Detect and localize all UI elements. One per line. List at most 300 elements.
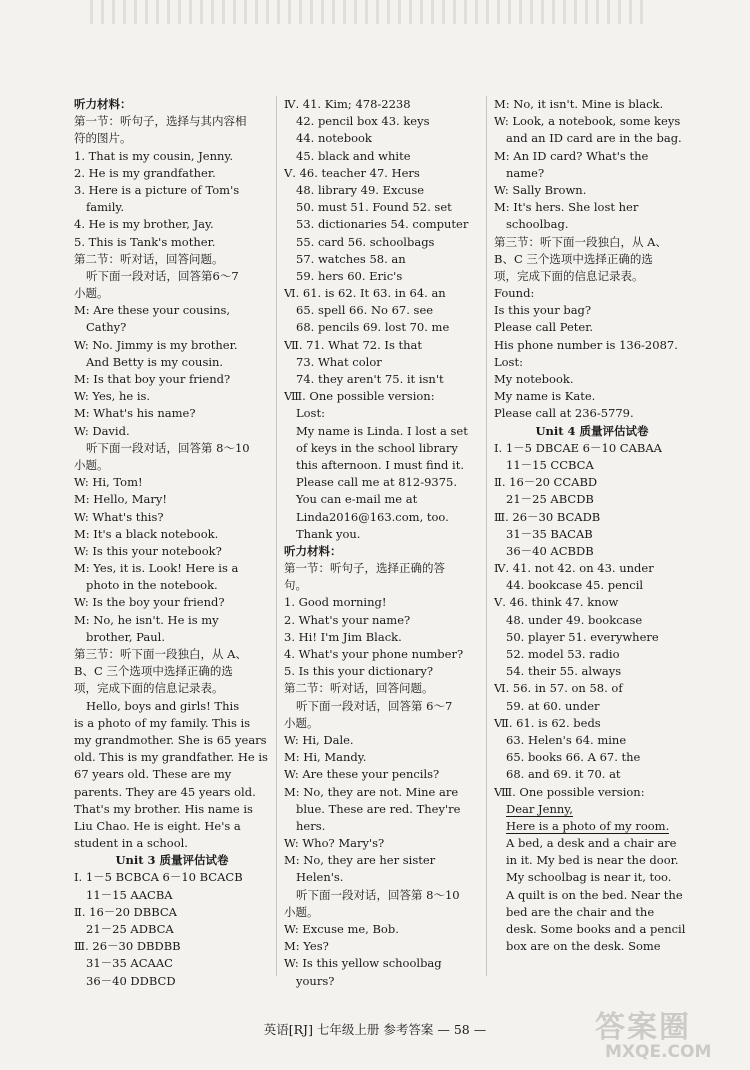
scan-noise — [90, 0, 650, 24]
text-line — [284, 440, 480, 457]
text-line-content: Ⅷ. One possible version: — [494, 784, 645, 799]
text-line — [284, 526, 480, 543]
column-middle — [284, 96, 480, 990]
text-line — [494, 766, 690, 783]
text-line-content: W: Is this yellow schoolbag — [284, 956, 442, 971]
text-line — [494, 835, 690, 852]
text-line — [494, 354, 690, 371]
text-line — [494, 251, 690, 268]
text-line-content: 第二节：听对话，回答问题。 — [74, 251, 224, 266]
text-line-content: Ⅶ. 71. What 72. Is that — [284, 337, 423, 352]
text-line-content: M: No, he isn't. He is my — [74, 612, 219, 627]
text-line — [74, 766, 270, 783]
text-line — [284, 337, 480, 354]
text-line-content: 5. This is Tank's mother. — [74, 234, 216, 249]
text-line — [494, 113, 690, 130]
text-line — [74, 337, 270, 354]
text-line — [74, 938, 270, 955]
column-divider — [276, 96, 277, 976]
text-line-content: 2. He is my grandfather. — [74, 165, 216, 180]
text-line — [74, 715, 270, 732]
text-line — [74, 423, 270, 440]
text-line-content: 57. watches 58. an — [296, 251, 406, 266]
text-line — [74, 268, 270, 285]
text-line — [284, 423, 480, 440]
text-line-content: Lost: — [296, 406, 325, 421]
text-line-content: 44. bookcase 45. pencil — [506, 578, 644, 593]
text-line — [494, 938, 690, 955]
text-line-content: and an ID card are in the bag. — [506, 131, 682, 146]
text-line — [284, 388, 480, 405]
text-line — [74, 319, 270, 336]
text-line-content: 65. books 66. A 67. the — [506, 750, 641, 765]
text-line — [74, 749, 270, 766]
text-line-content: 67 years old. These are my — [74, 767, 232, 782]
text-line-content: W: Yes, he is. — [74, 389, 151, 404]
text-line-content: 第三节：听下面一段独白，从 A、 — [74, 647, 247, 661]
text-line — [284, 285, 480, 302]
text-line — [494, 474, 690, 491]
text-line-content: 31－35 ACAAC — [86, 956, 173, 971]
text-line — [494, 216, 690, 233]
text-line — [494, 234, 690, 251]
text-line-content: M: It's a black notebook. — [74, 526, 219, 541]
text-line — [284, 629, 480, 646]
text-line — [494, 423, 690, 440]
text-line-content: 59. at 60. under — [506, 698, 600, 713]
text-line — [494, 199, 690, 216]
text-line-content: Please call Peter. — [494, 320, 594, 335]
text-line — [284, 577, 480, 594]
text-line — [74, 663, 270, 680]
text-line — [284, 801, 480, 818]
text-line-content: M: No, they are not. Mine are — [284, 784, 459, 799]
text-line — [494, 96, 690, 113]
text-line-content: Ⅷ. One possible version: — [284, 389, 435, 404]
text-line-content: W: David. — [74, 423, 130, 438]
text-line-content: desk. Some books and a pencil — [506, 922, 686, 936]
text-line-content: 21－25 ADBCA — [86, 922, 174, 936]
text-line — [74, 904, 270, 921]
text-line — [494, 405, 690, 422]
text-line-content: M: No, it isn't. Mine is black. — [494, 97, 664, 111]
text-line-content: hers. — [296, 818, 326, 833]
text-line — [284, 766, 480, 783]
text-line — [74, 234, 270, 251]
text-line — [74, 852, 270, 869]
text-line — [74, 698, 270, 715]
text-line-content: 小题。 — [284, 904, 319, 919]
text-line-content: W: Excuse me, Bob. — [284, 922, 399, 936]
text-line — [284, 852, 480, 869]
column-divider — [486, 96, 487, 976]
text-line-content: M: Is that boy your friend? — [74, 372, 231, 386]
text-line-content: You can e-mail me at — [296, 492, 418, 507]
text-line — [74, 251, 270, 268]
text-line — [74, 732, 270, 749]
text-line — [74, 113, 270, 130]
text-line-content: 1. Good morning! — [284, 595, 387, 610]
text-line-content: 听下面一段对话，回答第 8～10 — [296, 887, 460, 902]
text-line — [74, 491, 270, 508]
text-line — [494, 887, 690, 904]
text-line — [284, 268, 480, 285]
text-line — [74, 560, 270, 577]
text-line — [284, 371, 480, 388]
text-line — [284, 921, 480, 938]
text-line-content: M: It's hers. She lost her — [494, 200, 639, 215]
text-line-content: B、C 三个选项中选择正确的选 — [494, 251, 653, 266]
text-line-content: Ⅱ. 16－20 DBBCA — [74, 904, 177, 919]
text-line-content: bed are the chair and the — [506, 904, 655, 919]
text-line-content: Lost: — [494, 354, 523, 369]
text-line-content: A quilt is on the bed. Near the — [506, 887, 683, 902]
text-line — [284, 904, 480, 921]
text-line — [74, 354, 270, 371]
text-line-content: W: Who? Mary's? — [284, 836, 385, 851]
text-line-content: That's my brother. His name is — [74, 801, 253, 816]
text-line — [74, 509, 270, 526]
text-line-content: Ⅱ. 16－20 CCABD — [494, 475, 598, 490]
text-line-content: is a photo of my family. This is — [74, 715, 251, 730]
text-line-content: 50. player 51. everywhere — [506, 629, 659, 644]
text-line — [284, 182, 480, 199]
text-line — [284, 835, 480, 852]
text-line-content: 21－25 ABCDB — [506, 492, 594, 507]
text-line-content: 31－35 BACAB — [506, 526, 593, 541]
text-line — [74, 474, 270, 491]
text-line — [494, 732, 690, 749]
text-line — [74, 680, 270, 697]
text-line-content: 5. Is this your dictionary? — [284, 664, 434, 679]
text-line — [284, 509, 480, 526]
text-line-content: Thank you. — [296, 526, 361, 541]
text-line-content: 11－15 AACBA — [86, 887, 173, 902]
text-line-content: My schoolbag is near it, too. — [506, 870, 672, 885]
text-line — [74, 388, 270, 405]
text-line — [284, 560, 480, 577]
text-line-content: box are on the desk. Some — [506, 939, 661, 954]
watermark-url: MXQE.COM — [605, 1042, 712, 1062]
text-line — [494, 749, 690, 766]
text-line-content: 36－40 ACBDB — [506, 543, 594, 558]
text-line — [494, 543, 690, 560]
text-line — [284, 732, 480, 749]
text-line-content: His phone number is 136-2087. — [494, 337, 678, 352]
text-line-content: in it. My bed is near the door. — [506, 853, 679, 868]
text-line-content: 2. What's your name? — [284, 612, 411, 627]
text-line — [494, 526, 690, 543]
text-line — [494, 904, 690, 921]
text-line — [74, 887, 270, 904]
text-line-content: 听下面一段对话，回答第6～7 — [86, 268, 239, 283]
text-line-content: Ⅲ. 26－30 BCADB — [494, 509, 601, 524]
text-line — [494, 921, 690, 938]
text-line — [284, 491, 480, 508]
text-line — [494, 852, 690, 869]
text-line-content: 54. their 55. always — [506, 664, 622, 679]
text-line-content: my grandmother. She is 65 years — [74, 732, 267, 747]
text-line-content: 44. notebook — [296, 131, 372, 146]
text-line — [284, 749, 480, 766]
text-line — [74, 526, 270, 543]
text-line — [494, 268, 690, 285]
text-line — [284, 199, 480, 216]
text-line — [494, 784, 690, 801]
text-line — [494, 319, 690, 336]
text-line-content: Liu Chao. He is eight. He's a — [74, 818, 241, 833]
text-line-content: M: Yes? — [284, 939, 329, 954]
text-line — [74, 543, 270, 560]
text-line-content: W: What's this? — [74, 509, 164, 524]
text-line-content: W: No. Jimmy is my brother. — [74, 337, 238, 352]
text-line-content: M: Hi, Mandy. — [284, 750, 367, 765]
text-line-content: yours? — [296, 973, 335, 988]
column-left — [74, 96, 270, 990]
text-line-content: W: Hi, Tom! — [74, 475, 143, 490]
text-line-content: 项，完成下面的信息记录表。 — [494, 268, 644, 283]
text-line — [74, 148, 270, 165]
text-line — [74, 801, 270, 818]
text-line — [494, 165, 690, 182]
text-line-content: 听下面一段对话，回答第 8～10 — [86, 440, 250, 455]
text-line-content: 74. they aren't 75. it isn't — [296, 372, 444, 386]
text-line-content: Ⅵ. 61. is 62. It 63. in 64. an — [284, 286, 446, 301]
text-line — [284, 938, 480, 955]
text-line — [494, 148, 690, 165]
text-line — [74, 96, 270, 113]
text-line — [494, 818, 690, 835]
text-line-content: 项，完成下面的信息记录表。 — [74, 681, 224, 696]
text-line-content: 4. He is my brother, Jay. — [74, 217, 214, 232]
text-line-content: 50. must 51. Found 52. set — [296, 200, 452, 215]
text-line-content: photo in the notebook. — [86, 578, 218, 593]
page-footer: 英语[RJ] 七年级上册 参考答案 — 58 — — [263, 1022, 487, 1037]
text-line-content: 48. library 49. Excuse — [296, 182, 425, 197]
text-line-content: 65. spell 66. No 67. see — [296, 303, 434, 318]
text-line — [494, 371, 690, 388]
text-line — [74, 784, 270, 801]
text-line-content: name? — [506, 165, 545, 180]
text-line — [494, 801, 690, 818]
text-line — [74, 457, 270, 474]
text-line — [284, 543, 480, 560]
text-line — [494, 130, 690, 147]
text-line — [74, 165, 270, 182]
text-line — [74, 285, 270, 302]
text-line — [284, 594, 480, 611]
text-line-content: Dear Jenny, — [506, 801, 573, 816]
text-line — [284, 302, 480, 319]
text-line — [494, 698, 690, 715]
text-line — [74, 182, 270, 199]
text-line — [284, 646, 480, 663]
text-line — [74, 629, 270, 646]
text-line — [284, 715, 480, 732]
text-line-content: 第三节：听下面一段独白，从 A、 — [494, 234, 667, 249]
text-line-content: 55. card 56. schoolbags — [296, 234, 435, 249]
column-right — [494, 96, 690, 955]
text-line — [74, 577, 270, 594]
text-line-content: My name is Kate. — [494, 389, 596, 404]
text-line — [284, 405, 480, 422]
text-line-content: Helen's. — [296, 870, 344, 885]
text-line — [494, 715, 690, 732]
text-line-content: 第一节：听句子，选择与其内容相 — [74, 114, 247, 129]
text-line-content: Found: — [494, 286, 535, 301]
text-line-content: Ⅳ. 41. Kim; 478-2238 — [284, 97, 411, 111]
text-line — [494, 302, 690, 319]
text-line-content: of keys in the school library — [296, 440, 458, 455]
text-line-content: M: No, they are her sister — [284, 853, 436, 868]
text-line — [74, 302, 270, 319]
text-line — [494, 337, 690, 354]
text-line — [284, 663, 480, 680]
text-line — [74, 440, 270, 457]
text-line-content: M: Hello, Mary! — [74, 492, 167, 507]
text-line-content: 小题。 — [284, 715, 319, 730]
text-line-content: Unit 3 质量评估试卷 — [115, 853, 229, 868]
text-line — [74, 612, 270, 629]
text-line-content: 符的图片。 — [74, 131, 132, 146]
text-line-content: 42. pencil box 43. keys — [296, 114, 430, 129]
text-line-content: 68. pencils 69. lost 70. me — [296, 320, 450, 335]
text-line — [494, 646, 690, 663]
text-line — [284, 148, 480, 165]
text-line-content: 53. dictionaries 54. computer — [296, 217, 469, 232]
text-line-content: Cathy? — [86, 320, 127, 335]
text-line-content: 3. Hi! I'm Jim Black. — [284, 629, 402, 644]
text-line — [284, 474, 480, 491]
text-line-content: My name is Linda. I lost a set — [296, 423, 468, 438]
text-line-content: brother, Paul. — [86, 629, 165, 644]
text-line-content: Ⅵ. 56. in 57. on 58. of — [494, 681, 623, 696]
text-line-content: 52. model 53. radio — [506, 647, 620, 661]
text-line-content: 3. Here is a picture of Tom's — [74, 182, 240, 197]
text-line-content: 48. under 49. bookcase — [506, 612, 643, 627]
text-line-content: Ⅰ. 1－5 DBCAE 6－10 CABAA — [494, 440, 662, 455]
text-line-content: My notebook. — [494, 372, 574, 386]
text-line — [284, 165, 480, 182]
text-line-content: 63. Helen's 64. mine — [506, 732, 627, 747]
text-line — [494, 285, 690, 302]
text-line — [284, 354, 480, 371]
text-line-content: 1. That is my cousin, Jenny. — [74, 148, 234, 163]
text-line — [284, 113, 480, 130]
text-line — [494, 457, 690, 474]
text-line — [494, 629, 690, 646]
text-line — [494, 577, 690, 594]
text-line — [284, 251, 480, 268]
text-line — [74, 973, 270, 990]
text-line-content: 11－15 CCBCA — [506, 457, 594, 472]
text-line — [74, 818, 270, 835]
text-line-content: Unit 4 质量评估试卷 — [535, 423, 649, 438]
text-line-content: And Betty is my cousin. — [86, 354, 224, 369]
text-line — [494, 509, 690, 526]
text-line-content: M: Are these your cousins, — [74, 303, 231, 318]
text-line-content: 59. hers 60. Eric's — [296, 268, 403, 283]
text-line-content: 45. black and white — [296, 148, 411, 163]
text-line-content: Ⅴ. 46. teacher 47. Hers — [284, 165, 420, 180]
text-line — [284, 680, 480, 697]
text-line-content: Here is a photo of my room. — [506, 818, 670, 833]
text-line-content: 听下面一段对话，回答第 6～7 — [296, 698, 453, 713]
text-line — [284, 96, 480, 113]
text-line-content: W: Hi, Dale. — [284, 732, 354, 747]
text-line-content: M: What's his name? — [74, 406, 196, 421]
text-line-content: M: An ID card? What's the — [494, 148, 649, 163]
text-line-content: 听力材料： — [74, 97, 132, 111]
text-line — [284, 457, 480, 474]
text-line — [494, 612, 690, 629]
text-line-content: 73. What color — [296, 354, 382, 369]
text-line — [284, 319, 480, 336]
text-line-content: 句。 — [284, 578, 307, 593]
watermark-text: 答案圈 — [595, 1010, 691, 1045]
text-line — [494, 182, 690, 199]
text-line-content: 36－40 DDBCD — [86, 973, 176, 988]
text-line — [494, 491, 690, 508]
text-line — [74, 371, 270, 388]
text-line-content: Hello, boys and girls! This — [86, 698, 240, 713]
text-line-content: 第二节：听对话，回答问题。 — [284, 681, 434, 696]
text-line — [284, 973, 480, 990]
text-line — [284, 887, 480, 904]
text-line-content: student in a school. — [74, 836, 188, 851]
text-line-content: W: Is this your notebook? — [74, 543, 222, 558]
text-line — [284, 130, 480, 147]
text-line-content: A bed, a desk and a chair are — [506, 836, 677, 851]
text-line-content: Ⅰ. 1－5 BCBCA 6－10 BCACB — [74, 870, 243, 885]
text-line — [284, 612, 480, 629]
text-line-content: Ⅲ. 26－30 DBDBB — [74, 939, 181, 954]
text-line-content: Ⅳ. 41. not 42. on 43. under — [494, 561, 654, 576]
text-line-content: Please call at 236-5779. — [494, 406, 634, 421]
text-line-content: schoolbag. — [506, 217, 569, 232]
text-line — [284, 698, 480, 715]
text-line — [494, 680, 690, 697]
text-line-content: old. This is my grandfather. He is — [74, 750, 268, 765]
text-line-content: W: Are these your pencils? — [284, 767, 440, 782]
text-line-content: blue. These are red. They're — [296, 801, 461, 816]
text-line — [284, 955, 480, 972]
text-line-content: 小题。 — [74, 286, 109, 301]
text-line-content: M: Yes, it is. Look! Here is a — [74, 561, 239, 576]
text-line — [74, 869, 270, 886]
text-line — [74, 405, 270, 422]
text-line — [284, 216, 480, 233]
text-line-content: Ⅴ. 46. think 47. know — [494, 595, 619, 610]
text-line — [74, 199, 270, 216]
text-line-content: W: Is the boy your friend? — [74, 595, 225, 610]
text-line — [74, 835, 270, 852]
text-line — [74, 646, 270, 663]
text-line — [74, 921, 270, 938]
text-line — [494, 388, 690, 405]
text-line — [494, 594, 690, 611]
text-line-content: family. — [86, 200, 124, 215]
text-line-content: 小题。 — [74, 457, 109, 472]
text-line-content: Is this your bag? — [494, 303, 592, 318]
text-line-content: B、C 三个选项中选择正确的选 — [74, 664, 233, 679]
text-line — [494, 869, 690, 886]
text-line-content: 听力材料： — [284, 543, 342, 558]
text-line-content: W: Sally Brown. — [494, 182, 587, 197]
text-line-content: Ⅶ. 61. is 62. beds — [494, 715, 601, 730]
text-line — [284, 818, 480, 835]
text-line-content: 第一节：听句子，选择正确的答 — [284, 561, 445, 576]
